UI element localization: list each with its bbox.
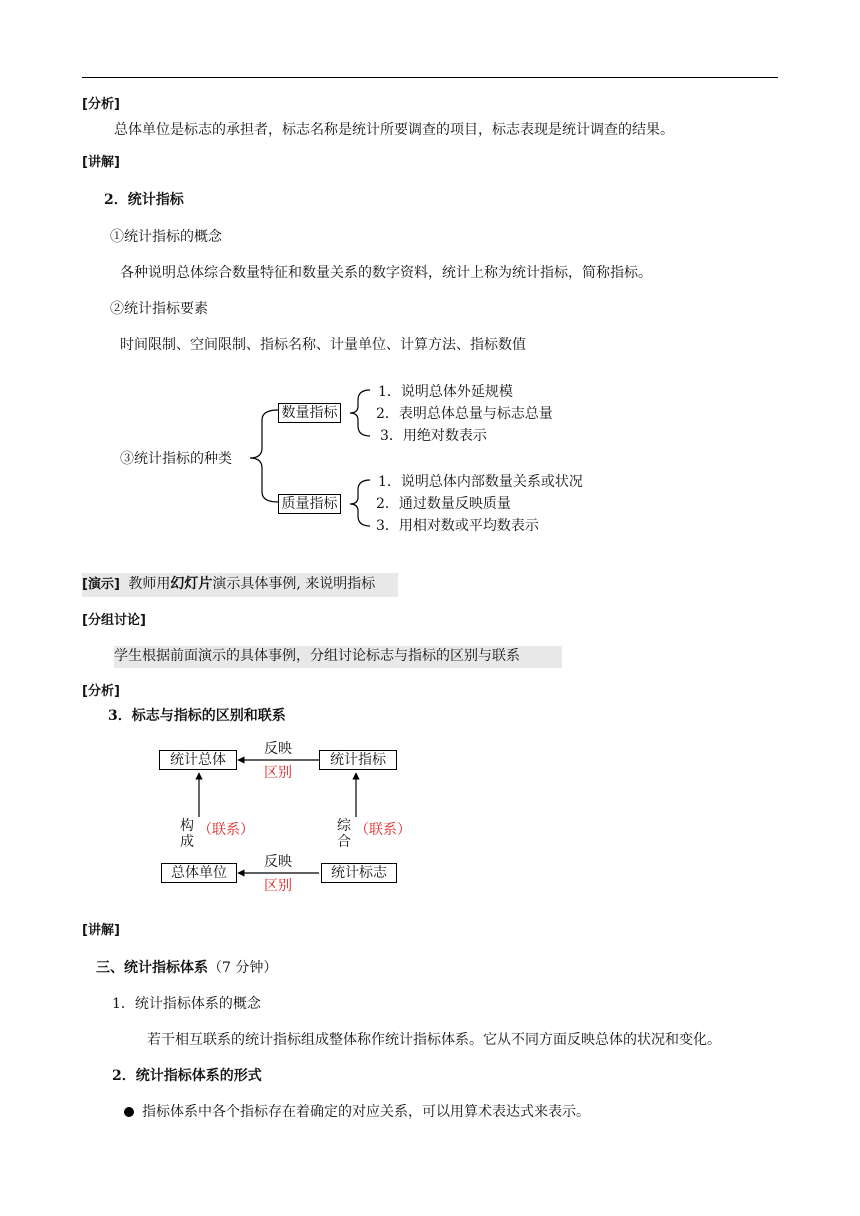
group-tag: [分组讨论] bbox=[82, 613, 146, 628]
demo-text-after: 演示具体事例, 来说明指标 bbox=[212, 576, 376, 592]
compose-char-2: 成 bbox=[180, 834, 194, 850]
relation-analysis-tag: [分析] bbox=[82, 684, 120, 699]
system-heading-title: 三、统计指标体系 bbox=[96, 960, 208, 976]
explain-tag: [讲解] bbox=[82, 155, 120, 170]
quantity-indicator-box: 数量指标 bbox=[278, 403, 341, 423]
system-concept-text: 若干相互联系的统计指标组成整体称作统计指标体系。它从不同方面反映总体的状况和变化。 bbox=[147, 1032, 721, 1048]
analysis-text: 总体单位是标志的承担者，标志名称是统计所要调查的项目，标志表现是统计调查的结果。 bbox=[114, 122, 674, 138]
indicator-heading: 2．统计指标 bbox=[104, 192, 184, 208]
box-population-unit: 总体单位 bbox=[161, 863, 237, 883]
analysis-tag: [分析] bbox=[82, 97, 120, 112]
synth-char-1: 综 bbox=[337, 818, 351, 834]
quality-indicator-box: 质量指标 bbox=[278, 494, 341, 514]
system-concept-title: 1．统计指标体系的概念 bbox=[112, 996, 261, 1012]
elements-title: ②统计指标要素 bbox=[110, 301, 208, 317]
box-population: 统计总体 bbox=[159, 750, 237, 770]
difference-bottom: 区别 bbox=[264, 878, 292, 894]
bullet-text: 指标体系中各个指标存在着确定的对应关系，可以用算术表达式来表示。 bbox=[142, 1104, 590, 1120]
quality-item-1: 1．说明总体内部数量关系或状况 bbox=[378, 474, 583, 490]
difference-top: 区别 bbox=[264, 765, 292, 781]
reflect-top: 反映 bbox=[264, 741, 292, 757]
link-right: （联系） bbox=[355, 822, 411, 838]
box-statistical-indicator: 统计指标 bbox=[319, 750, 397, 770]
demo-highlight: 幻灯片 bbox=[170, 576, 213, 592]
quantity-item-3: 3．用绝对数表示 bbox=[380, 428, 487, 444]
compose-char-1: 构 bbox=[180, 818, 194, 834]
concept-text: 各种说明总体综合数量特征和数量关系的数字资料，统计上称为统计指标，简称指标。 bbox=[120, 265, 652, 281]
bullet-dot-icon bbox=[124, 1107, 134, 1117]
quantity-item-2: 2．表明总体总量与标志总量 bbox=[376, 406, 553, 422]
system-explain-tag: [讲解] bbox=[82, 923, 120, 938]
elements-text: 时间限制、空间限制、指标名称、计量单位、计算方法、指标数值 bbox=[120, 337, 526, 353]
types-label: ③统计指标的种类 bbox=[120, 451, 232, 467]
relation-heading: 3．标志与指标的区别和联系 bbox=[108, 708, 286, 724]
group-text: 学生根据前面演示的具体事例，分组讨论标志与指标的区别与联系 bbox=[114, 646, 562, 668]
system-form-title: 2．统计指标体系的形式 bbox=[112, 1068, 262, 1084]
system-heading bbox=[96, 958, 277, 978]
quantity-item-1: 1．说明总体外延规模 bbox=[378, 384, 513, 400]
reflect-bottom: 反映 bbox=[264, 854, 292, 870]
bullet-item bbox=[124, 1102, 590, 1122]
system-heading-note: （7 分钟） bbox=[208, 960, 278, 976]
box-statistical-mark: 统计标志 bbox=[321, 863, 397, 883]
demo-text-before: 教师用 bbox=[128, 576, 171, 592]
quality-item-3: 3．用相对数或平均数表示 bbox=[376, 518, 539, 534]
link-left: （联系） bbox=[198, 822, 254, 838]
quality-item-2: 2．通过数量反映质量 bbox=[376, 496, 511, 512]
concept-title: ①统计指标的概念 bbox=[110, 229, 222, 245]
synth-char-2: 合 bbox=[337, 834, 351, 850]
demo-tag: [演示] bbox=[82, 577, 120, 592]
